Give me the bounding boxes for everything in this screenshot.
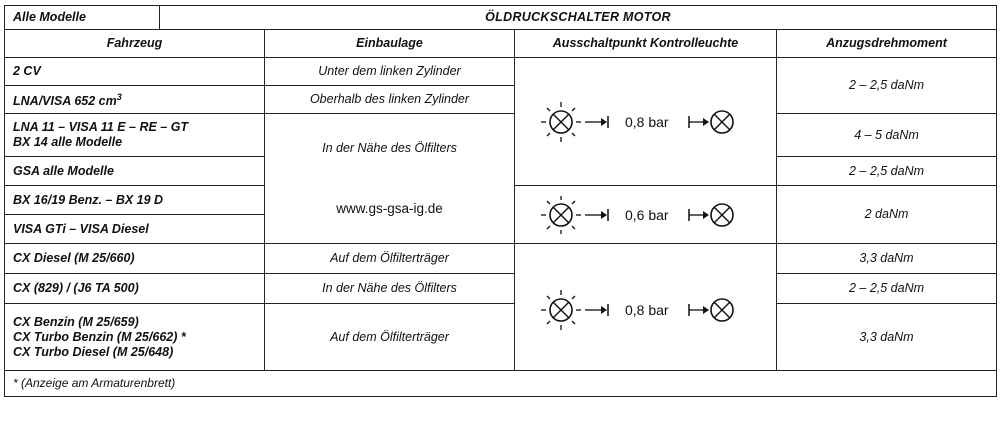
table-row — [5, 274, 997, 304]
switch-diagram-1 — [521, 62, 771, 182]
lamp-off-icon — [711, 111, 733, 133]
footnote: * (Anzeige am Armaturenbrett) — [5, 371, 997, 397]
arrow-icon — [689, 209, 709, 221]
website-watermark: www.gs-gsa-ig.de — [336, 201, 443, 216]
torque-cell: 2 daNm — [777, 186, 997, 244]
vehicle-cell: CX (829) / (J6 TA 500) — [5, 274, 265, 304]
table-row — [5, 114, 997, 157]
location-cell: Oberhalb des linken Zylinder — [265, 86, 515, 114]
lamp-off-icon — [711, 299, 733, 321]
switch-point-cell-3 — [515, 244, 777, 371]
vehicle-cell: CX Diesel (M 25/660) — [5, 244, 265, 274]
vehicle-cell — [5, 86, 265, 114]
torque-cell: 2 – 2,5 daNm — [777, 157, 997, 186]
table-row — [5, 304, 997, 371]
switch-diagram-2 — [521, 187, 771, 243]
arrow-icon — [585, 116, 608, 128]
oil-pressure-switch-table — [4, 5, 996, 422]
arrow-icon — [689, 116, 709, 128]
footnote-row — [5, 371, 997, 397]
vehicle-line: CX Benzin (M 25/659) — [13, 314, 139, 329]
vehicle-cell: GSA alle Modelle — [5, 157, 265, 186]
switch-point-cell-2 — [515, 186, 777, 244]
table-title: ÖLDRUCKSCHALTER MOTOR — [160, 6, 997, 30]
vehicle-name: LNA/VISA 652 cm — [13, 94, 117, 109]
vehicle-line: BX 14 alle Modelle — [13, 135, 123, 149]
torque-cell: 2 – 2,5 daNm — [777, 274, 997, 304]
lamp-on-icon — [541, 102, 581, 142]
arrow-icon — [585, 209, 608, 221]
vehicle-cell — [5, 114, 265, 157]
torque-cell: 4 – 5 daNm — [777, 114, 997, 157]
arrow-icon — [689, 304, 709, 316]
col-header-location: Einbaulage — [265, 30, 515, 58]
switch-point-value: 0,6 bar — [624, 206, 669, 223]
col-header-torque: Anzugsdrehmoment — [777, 30, 997, 58]
switch-diagram-3 — [521, 252, 771, 362]
location-text: In der Nähe des Ölfilters — [322, 141, 457, 155]
vehicle-line: CX Turbo Diesel (M 25/648) — [13, 344, 174, 359]
vehicle-cell — [5, 304, 265, 371]
location-cell: Auf dem Ölfilterträger — [265, 304, 515, 371]
torque-cell: 2 – 2,5 daNm — [777, 58, 997, 114]
column-header-row — [5, 30, 997, 58]
location-cell-merged — [265, 114, 515, 244]
location-cell: Auf dem Ölfilterträger — [265, 244, 515, 274]
lamp-on-icon — [541, 196, 581, 234]
superscript-3: 3 — [116, 91, 122, 102]
title-row — [5, 6, 997, 30]
location-cell: In der Nähe des Ölfilters — [265, 274, 515, 304]
switch-point-cell-1 — [515, 58, 777, 186]
vehicle-cell: BX 16/19 Benz. – BX 19 D — [5, 186, 265, 215]
lamp-off-icon — [711, 204, 733, 226]
arrow-icon — [585, 304, 608, 316]
vehicle-cell: VISA GTi – VISA Diesel — [5, 215, 265, 244]
torque-cell: 3,3 daNm — [777, 244, 997, 274]
lamp-on-icon — [541, 290, 581, 330]
vehicle-cell: 2 CV — [5, 58, 265, 86]
location-cell: Unter dem linken Zylinder — [265, 58, 515, 86]
switch-point-value: 0,8 bar — [624, 302, 669, 318]
vehicle-line: CX Turbo Benzin (M 25/662) * — [13, 329, 186, 344]
torque-cell: 3,3 daNm — [777, 304, 997, 371]
col-header-switch-point: Ausschaltpunkt Kontrolleuchte — [515, 30, 777, 58]
scope-label: Alle Modelle — [5, 6, 160, 30]
vehicle-line: LNA 11 – VISA 11 E – RE – GT — [13, 120, 189, 134]
col-header-vehicle: Fahrzeug — [5, 30, 265, 58]
table-row — [5, 58, 997, 86]
table-row — [5, 244, 997, 274]
switch-point-value: 0,8 bar — [624, 113, 669, 130]
